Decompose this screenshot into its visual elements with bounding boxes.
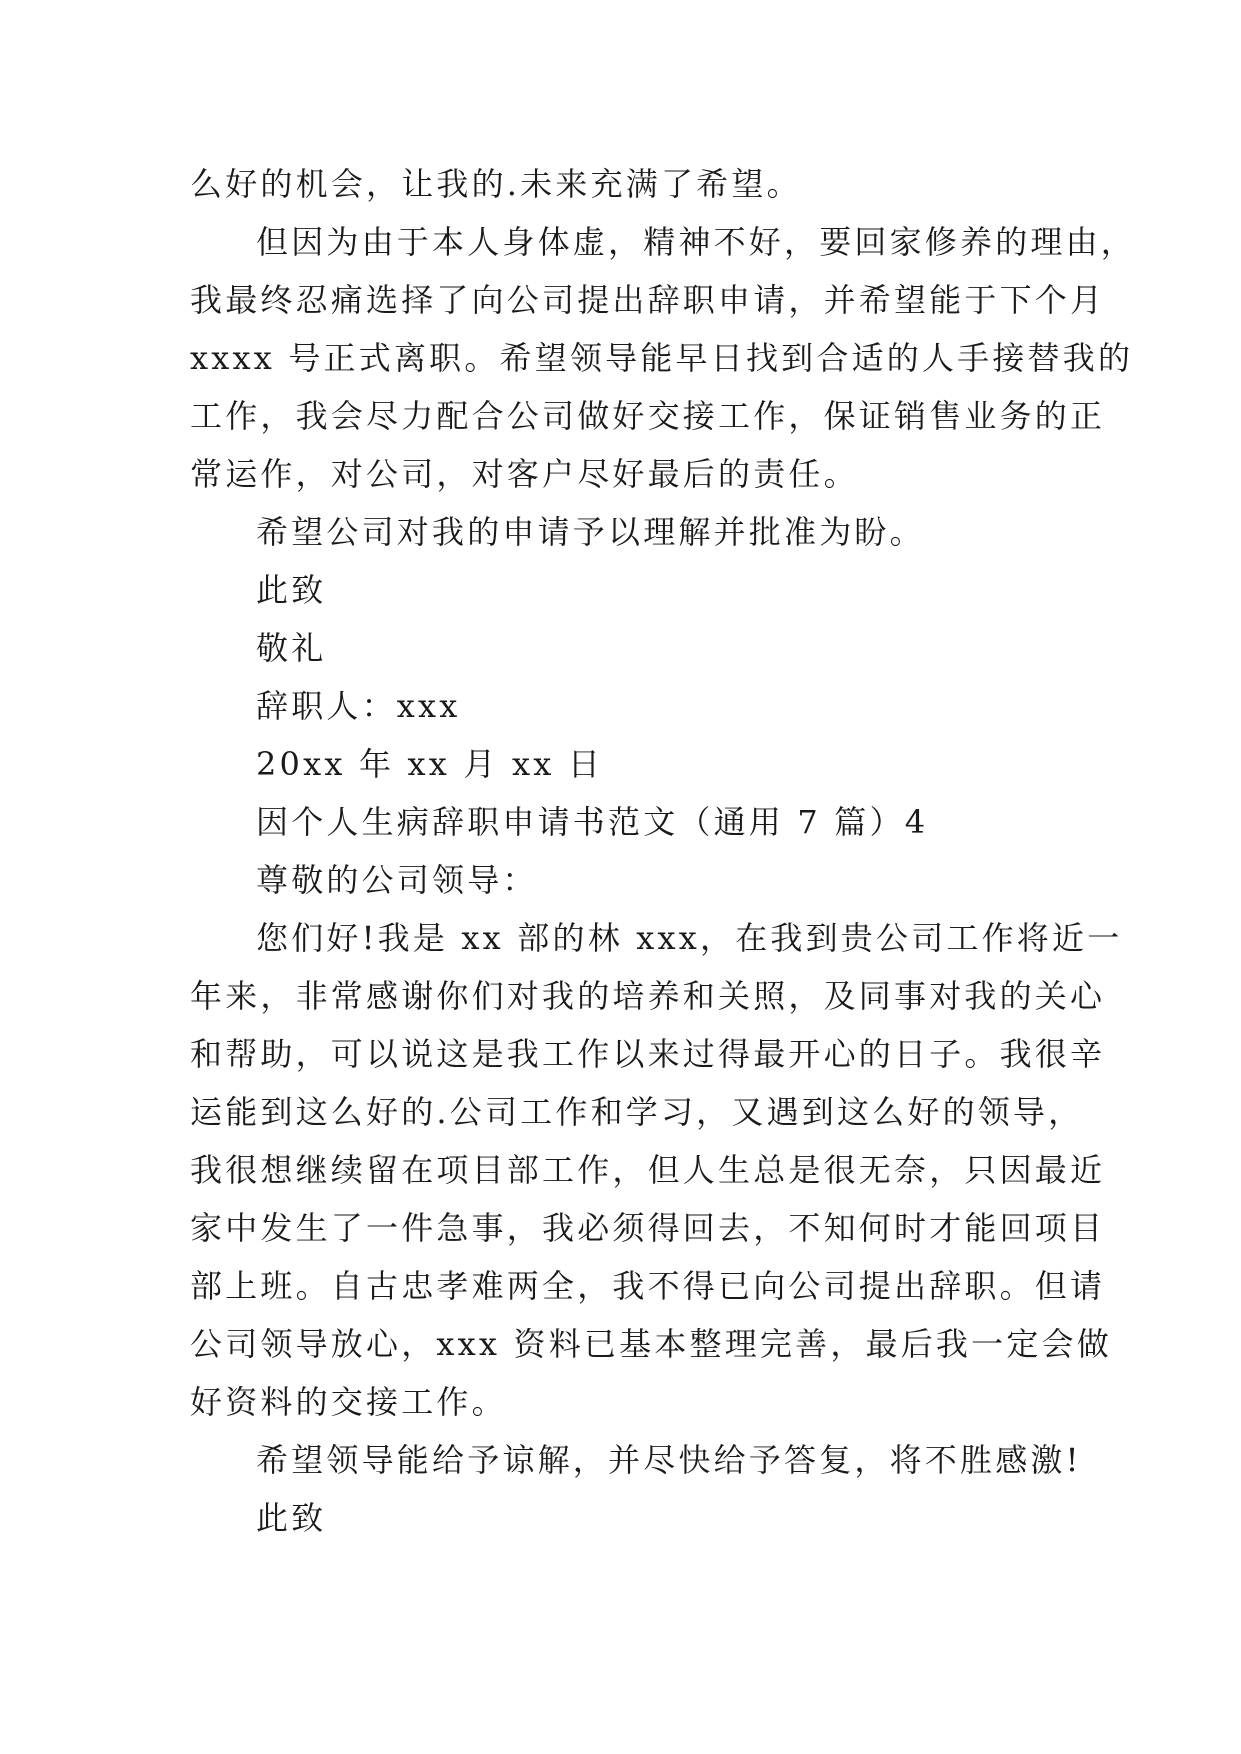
body-line: 工作，我会尽力配合公司做好交接工作，保证销售业务的正	[190, 397, 1106, 435]
body-line: 运能到这么好的.公司工作和学习，又遇到这么好的领导，	[190, 1093, 1084, 1131]
body-line: xxxx 号正式离职。希望领导能早日找到合适的人手接替我的	[190, 339, 1134, 377]
body-line: 部上班。自古忠孝难两全，我不得已向公司提出辞职。但请	[190, 1267, 1106, 1305]
body-line: 公司领导放心，xxx 资料已基本整理完善，最后我一定会做	[190, 1325, 1112, 1363]
body-line: 和帮助，可以说这是我工作以来过得最开心的日子。我很辛	[190, 1035, 1106, 1073]
salutation-line: 敬礼	[256, 629, 327, 667]
signature-line: 辞职人：xxx	[256, 687, 461, 725]
closing-line: 此致	[256, 571, 327, 609]
body-line: 么好的机会，让我的.未来充满了希望。	[190, 165, 802, 203]
paragraph-line: 希望公司对我的申请予以理解并批准为盼。	[256, 513, 925, 551]
paragraph-line: 但因为由于本人身体虚，精神不好，要回家修养的理由，	[256, 223, 1137, 261]
letter-body	[190, 155, 1137, 1547]
paragraph-line: 希望领导能给予谅解，并尽快给予答复，将不胜感激!	[256, 1441, 1082, 1479]
body-line: 年来，非常感谢你们对我的培养和关照，及同事对我的关心	[190, 977, 1106, 1015]
body-line: 常运作，对公司，对客户尽好最后的责任。	[190, 455, 859, 493]
body-line: 我最终忍痛选择了向公司提出辞职申请，并希望能于下个月	[190, 281, 1106, 319]
paragraph-line: 您们好!我是 xx 部的林 xxx，在我到贵公司工作将近一	[256, 919, 1123, 957]
body-line: 我很想继续留在项目部工作，但人生总是很无奈，只因最近	[190, 1151, 1106, 1189]
greeting-line: 尊敬的公司领导：	[256, 861, 538, 899]
body-line: 好资料的交接工作。	[190, 1383, 507, 1421]
section-title: 因个人生病辞职申请书范文（通用 7 篇）4	[256, 803, 929, 841]
body-line: 家中发生了一件急事，我必须得回去，不知何时才能回项目	[190, 1209, 1106, 1247]
closing-line: 此致	[256, 1499, 327, 1537]
date-line: 20xx 年 xx 月 xx 日	[256, 745, 604, 783]
